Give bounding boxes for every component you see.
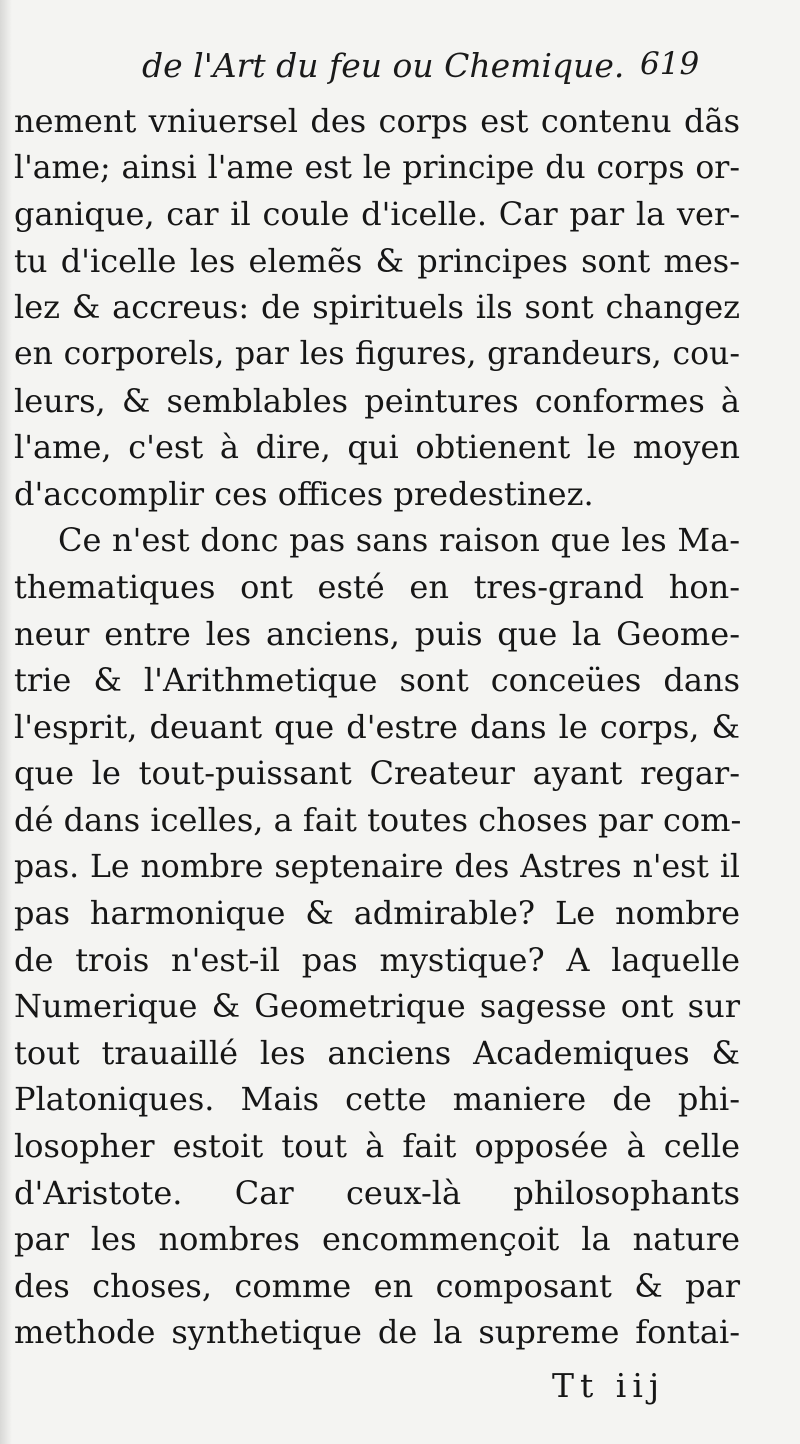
text-line: neur entre les anciens, puis que la Geome- — [14, 614, 740, 653]
text-line: en corporels, par les figures, grandeurs, cou- — [14, 335, 740, 372]
text-line: nement vniuersel des corps est contenu dãs — [14, 102, 740, 140]
text-line: leurs, & semblables peintures conformes à — [14, 381, 740, 420]
text-line: trie & l'Arithmetique sont conceües dans — [14, 661, 740, 700]
page-number: 619 — [640, 46, 700, 82]
text-line: l'esprit, deuant que d'estre dans le corps, & — [14, 707, 740, 746]
text-line: que le tout-puissant Createur ayant regar- — [14, 754, 740, 793]
text-line: pas harmonique & admirable? Le nombre — [14, 894, 740, 933]
text-line: losopher estoit tout à fait opposée à celle — [14, 1127, 740, 1166]
text-line: lez & accreus: de spirituels ils sont changez — [14, 288, 740, 327]
text-line: tout trauaillé les anciens Academiques & — [14, 1033, 740, 1072]
text-line: Platoniques. Mais cette maniere de phi- — [14, 1080, 740, 1119]
text-line: l'ame, c'est à dire, qui obtienent le moyen — [14, 428, 740, 467]
text-line: par les nombres encommençoit la nature — [14, 1220, 740, 1259]
page-header — [0, 46, 800, 96]
text-line: tu d'icelle les elemẽs & principes sont mes- — [14, 241, 740, 280]
binding-shadow — [0, 0, 12, 1444]
text-line: d'accomplir ces offices predestinez. — [14, 474, 594, 513]
paragraph-first-line: Ce n'est donc pas sans raison que les Ma- — [58, 521, 740, 560]
body-text — [14, 98, 740, 1356]
text-line: des choses, comme en composant & par — [14, 1266, 740, 1305]
text-line: l'ame; ainsi l'ame est le principe du corps or- — [14, 149, 740, 186]
text-line: d'Aristote. Car ceux-là philosophants — [14, 1173, 740, 1212]
text-line: de trois n'est-il pas mystique? A laquelle — [14, 940, 740, 979]
signature-mark: Tt iij — [552, 1366, 666, 1405]
text-line: Numerique & Geometrique sagesse ont sur — [14, 987, 740, 1026]
text-line: methode synthetique de la supreme fontai- — [14, 1313, 740, 1352]
text-line: pas. Le nombre septenaire des Astres n'est il — [14, 848, 740, 885]
text-line: dé dans icelles, a fait toutes choses par com- — [14, 800, 742, 839]
running-head: de l'Art du feu ou Chemique. — [142, 46, 625, 85]
text-line: thematiques ont esté en tres-grand hon- — [14, 567, 740, 606]
text-line: ganique, car il coule d'icelle. Car par la ver- — [14, 195, 740, 234]
